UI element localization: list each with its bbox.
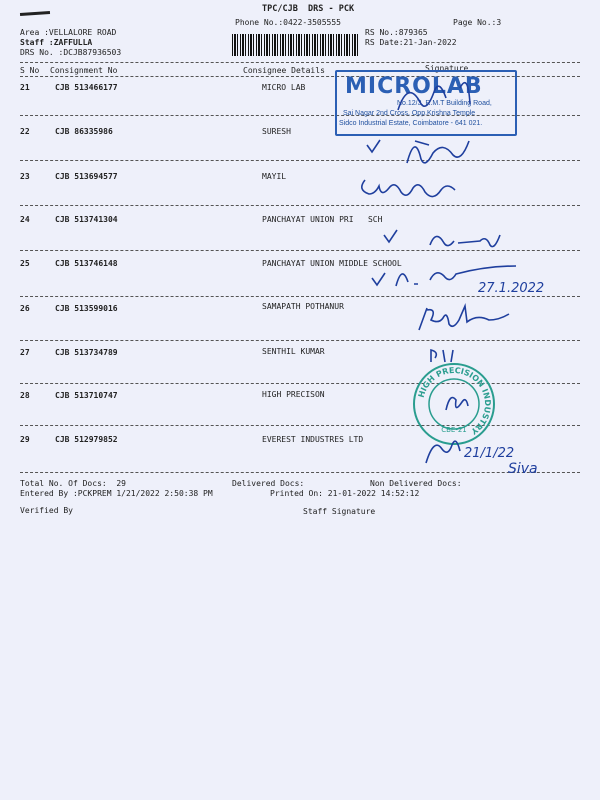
printed-on: Printed On: 21-01-2022 14:52:12 [270,489,420,498]
delivered-docs: Delivered Docs: [232,479,305,488]
drs-number: DRS No. :DCJB87936503 [20,48,122,57]
row-sno: 28 [20,391,30,400]
rs-number: RS No.:879365 [365,28,428,37]
signature-row-26 [415,300,535,340]
row-sno: 24 [20,215,30,224]
row-sno: 26 [20,304,30,313]
area-label: Area :VELLALORE ROAD [20,28,117,37]
divider [20,62,580,63]
row-consignment: CJB 513741304 [55,215,118,224]
row-sno: 21 [20,83,30,92]
barcode [232,34,358,56]
col-sno: S No [20,66,40,75]
signature-row-27 [425,346,465,366]
verified-by: Verified By [20,506,73,515]
row-consignment: CJB 86335986 [55,127,113,136]
row-consignee: EVEREST INDUSTRES LTD [262,435,364,444]
microlab-stamp-line: Sai Nagar 2nd Cross, Opp.Krishna Temple [343,110,476,117]
staff-label: Staff :ZAFFULLA [20,38,93,47]
col-consignment: Consignment No [50,66,118,75]
high-precision-stamp-city: CBE-21 [441,426,467,434]
signature-row-22 [365,135,495,175]
row-consignment: CJB 513694577 [55,172,118,181]
row-sno: 23 [20,172,30,181]
row-consignment: CJB 513746148 [55,259,118,268]
page-number: Page No.:3 [453,18,502,27]
row-sno: 22 [20,127,30,136]
row-consignee: PANCHAYAT UNION PRI SCH [262,215,383,224]
rs-date: RS Date:21-Jan-2022 [365,38,457,47]
microlab-stamp-line: No.12/3, R.M.T Building Road, [397,100,492,107]
signature-row-21 [380,70,530,120]
row-divider [20,205,580,206]
phone-number: Phone No.:0422-3505555 [235,18,341,27]
row-consignment: CJB 513599016 [55,304,118,313]
non-delivered-docs: Non Delivered Docs: [370,479,462,488]
row-consignment: CJB 513734789 [55,348,118,357]
document-title: TPC/CJB DRS - PCK [262,4,355,14]
col-consignee: Consignee Details [243,66,325,75]
signature-row-29-name: Siva [508,461,538,477]
entered-by: Entered By :PCKPREM 1/21/2022 2:50:38 PM [20,489,213,498]
signature-row-24 [380,225,520,255]
row-consignee: HIGH PRECISON [262,390,325,399]
row-sno: 25 [20,259,30,268]
row-consignee: SAMAPATH POTHANUR [262,302,344,311]
signature-row-29-date: 21/1/22 [464,446,515,461]
row-divider [20,383,580,384]
signature-row-25-date: 27.1.2022 [478,281,545,296]
row-sno: 27 [20,348,30,357]
row-consignee: SURESH [262,127,291,136]
row-divider [20,425,580,426]
row-divider [20,340,580,341]
row-sno: 29 [20,435,30,444]
signature-row-23 [355,170,475,205]
header-strike-mark [20,11,50,16]
signature-row-29 [420,433,560,478]
row-consignee: PANCHAYAT UNION MIDDLE SCHOOL [262,259,402,268]
row-consignment: CJB 512979852 [55,435,118,444]
microlab-stamp-name: MICROLAB [345,74,483,99]
row-consignment: CJB 513710747 [55,391,118,400]
row-consignee: MAYIL [262,172,287,181]
signature-row-25 [370,262,560,302]
high-precision-stamp-text: HIGH PRECISION INDUSTRY [416,365,493,437]
row-consignee: SENTHIL KUMAR [262,347,325,356]
staff-signature: Staff Signature [303,507,376,516]
microlab-stamp-line: Sidco Industrial Estate, Coimbatore - 641 021. [339,120,483,127]
row-consignment: CJB 513466177 [55,83,118,92]
row-consignee: MICRO LAB [262,83,306,92]
row-divider [20,160,580,161]
col-signature: Signature [425,64,469,73]
total-docs: Total No. Of Docs: 29 [20,479,126,488]
